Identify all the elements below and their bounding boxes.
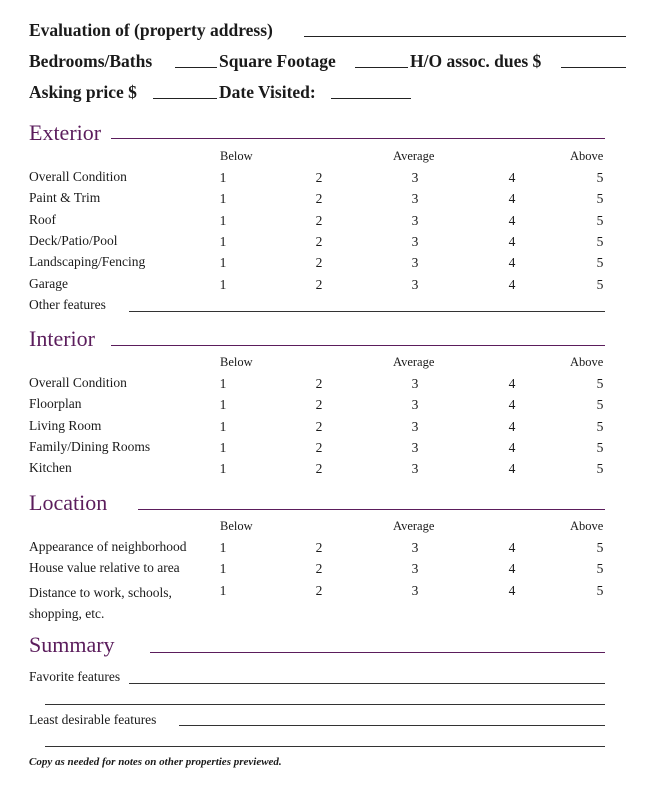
rating-option-5[interactable]: 5 [596, 418, 604, 434]
interior-scale-average: Average [393, 355, 435, 369]
rating-row-label: Deck/Patio/Pool [29, 232, 118, 248]
rating-row-label: Overall Condition [29, 375, 127, 390]
rating-row-label: Distance to work, schools, shopping, etc. [29, 584, 172, 621]
location-scale-below: Below [220, 519, 253, 533]
favorite-features-field-line2[interactable] [45, 704, 605, 705]
rating-option-4[interactable]: 4 [508, 255, 516, 271]
rating-option-3[interactable]: 3 [411, 418, 419, 434]
date-visited-label: Date Visited: [219, 82, 316, 102]
header-row-address [29, 20, 607, 44]
rating-option-4[interactable]: 4 [508, 376, 516, 391]
location-scale-above: Above [570, 519, 604, 533]
interior-scale-above: Above [570, 355, 604, 369]
rating-option-5[interactable]: 5 [596, 376, 604, 391]
rating-option-1[interactable]: 1 [219, 233, 227, 249]
evaluation-form [29, 0, 607, 787]
location-title: Location [29, 490, 108, 515]
rating-option-5[interactable]: 5 [596, 212, 604, 228]
rating-row-label: Overall Condition [29, 169, 127, 184]
rating-option-5[interactable]: 5 [596, 582, 604, 598]
rating-option-2[interactable]: 2 [315, 461, 323, 477]
rating-option-5[interactable]: 5 [596, 540, 604, 555]
rating-option-2[interactable]: 2 [315, 233, 323, 249]
header-row-price [29, 82, 607, 106]
rating-option-4[interactable]: 4 [508, 191, 516, 207]
bedrooms-field[interactable] [175, 67, 217, 68]
rating-row-label: House value relative to area [29, 560, 180, 576]
bedrooms-label: Bedrooms/Baths [29, 51, 153, 71]
rating-option-1[interactable]: 1 [219, 170, 227, 185]
rating-option-4[interactable]: 4 [508, 582, 516, 598]
rating-row-label: Kitchen [29, 460, 72, 476]
rating-option-4[interactable]: 4 [508, 212, 516, 228]
ho-dues-field[interactable] [561, 67, 626, 68]
rating-option-1[interactable]: 1 [219, 418, 227, 434]
exterior-title: Exterior [29, 120, 102, 145]
exterior-title-line [111, 138, 605, 139]
rating-option-1[interactable]: 1 [219, 376, 227, 391]
rating-option-3[interactable]: 3 [411, 376, 419, 391]
rating-option-1[interactable]: 1 [219, 439, 227, 455]
rating-option-5[interactable]: 5 [596, 461, 604, 477]
rating-row-label: Roof [29, 211, 56, 227]
other-features-field[interactable] [129, 311, 605, 312]
exterior-scale-below: Below [220, 149, 253, 163]
rating-option-3[interactable]: 3 [411, 461, 419, 477]
rating-option-1[interactable]: 1 [219, 191, 227, 207]
rating-option-3[interactable]: 3 [411, 212, 419, 228]
rating-option-4[interactable]: 4 [508, 233, 516, 249]
square-footage-field[interactable] [355, 67, 408, 68]
rating-option-2[interactable]: 2 [315, 255, 323, 271]
exterior-scale-average: Average [393, 149, 435, 163]
ho-dues-label: H/O assoc. dues $ [410, 51, 542, 71]
rating-row-label: Family/Dining Rooms [29, 438, 151, 454]
address-field[interactable] [304, 36, 626, 37]
other-features-label: Other features [29, 297, 106, 312]
summary-title: Summary [29, 632, 115, 657]
rating-option-1[interactable]: 1 [219, 255, 227, 271]
least-desirable-label: Least desirable features [29, 712, 157, 727]
rating-option-5[interactable]: 5 [596, 191, 604, 207]
rating-option-1[interactable]: 1 [219, 540, 227, 555]
favorite-features-label: Favorite features [29, 669, 121, 684]
rating-option-2[interactable]: 2 [315, 212, 323, 228]
rating-row-label: Living Room [29, 417, 102, 433]
rating-option-3[interactable]: 3 [411, 540, 419, 555]
exterior-scale-above: Above [570, 149, 604, 163]
rating-option-3[interactable]: 3 [411, 439, 419, 455]
rating-option-5[interactable]: 5 [596, 233, 604, 249]
least-desirable-field-line2[interactable] [45, 746, 605, 747]
evaluation-label: Evaluation of (property address) [29, 20, 273, 40]
rating-option-2[interactable]: 2 [315, 397, 323, 413]
rating-option-2[interactable]: 2 [315, 191, 323, 207]
summary-title-line [150, 652, 605, 653]
rating-option-3[interactable]: 3 [411, 561, 419, 577]
date-visited-field[interactable] [331, 98, 411, 99]
rating-row-label: Floorplan [29, 396, 82, 412]
rating-option-3[interactable]: 3 [411, 276, 419, 292]
rating-option-3[interactable]: 3 [411, 255, 419, 271]
favorite-features-field[interactable] [129, 683, 605, 684]
rating-option-5[interactable]: 5 [596, 561, 604, 577]
rating-option-5[interactable]: 5 [596, 255, 604, 271]
rating-option-4[interactable]: 4 [508, 418, 516, 434]
rating-option-3[interactable]: 3 [411, 582, 419, 598]
rating-row-label: Garage [29, 275, 68, 291]
rating-option-2[interactable]: 2 [315, 418, 323, 434]
footnote: Copy as needed for notes on other properties previewed. [29, 756, 282, 768]
rating-option-2[interactable]: 2 [315, 276, 323, 292]
rating-row-label: Landscaping/Fencing [29, 254, 146, 270]
rating-option-4[interactable]: 4 [508, 561, 516, 577]
interior-title: Interior [29, 326, 95, 351]
rating-option-5[interactable]: 5 [596, 276, 604, 292]
square-footage-label: Square Footage [219, 51, 336, 71]
least-desirable-field[interactable] [179, 725, 605, 726]
rating-option-5[interactable]: 5 [596, 439, 604, 455]
rating-option-5[interactable]: 5 [596, 397, 604, 413]
location-scale-average: Average [393, 519, 435, 533]
location-title-line [138, 509, 605, 510]
rating-option-1[interactable]: 1 [219, 397, 227, 413]
rating-option-2[interactable]: 2 [315, 170, 323, 185]
rating-option-4[interactable]: 4 [508, 276, 516, 292]
rating-option-3[interactable]: 3 [411, 233, 419, 249]
rating-option-4[interactable]: 4 [508, 439, 516, 455]
rating-option-2[interactable]: 2 [315, 439, 323, 455]
rating-option-1[interactable]: 1 [219, 582, 227, 598]
header-row-details [29, 51, 607, 75]
rating-option-1[interactable]: 1 [219, 212, 227, 228]
rating-option-2[interactable]: 2 [315, 540, 323, 555]
asking-price-field[interactable] [153, 98, 217, 99]
rating-row-label: Appearance of neighborhood [29, 539, 187, 554]
rating-option-3[interactable]: 3 [411, 397, 419, 413]
rating-option-1[interactable]: 1 [219, 461, 227, 477]
interior-scale-below: Below [220, 355, 253, 369]
interior-title-line [111, 345, 605, 346]
rating-option-1[interactable]: 1 [219, 561, 227, 577]
rating-option-4[interactable]: 4 [508, 461, 516, 477]
rating-option-2[interactable]: 2 [315, 376, 323, 391]
rating-option-3[interactable]: 3 [411, 170, 419, 185]
rating-option-4[interactable]: 4 [508, 397, 516, 413]
rating-option-5[interactable]: 5 [596, 170, 604, 185]
asking-price-label: Asking price $ [29, 82, 137, 102]
rating-option-3[interactable]: 3 [411, 191, 419, 207]
rating-option-2[interactable]: 2 [315, 582, 323, 598]
rating-option-2[interactable]: 2 [315, 561, 323, 577]
rating-option-4[interactable]: 4 [508, 540, 516, 555]
rating-row-label: Paint & Trim [29, 190, 101, 206]
rating-option-4[interactable]: 4 [508, 170, 516, 185]
rating-option-1[interactable]: 1 [219, 276, 227, 292]
